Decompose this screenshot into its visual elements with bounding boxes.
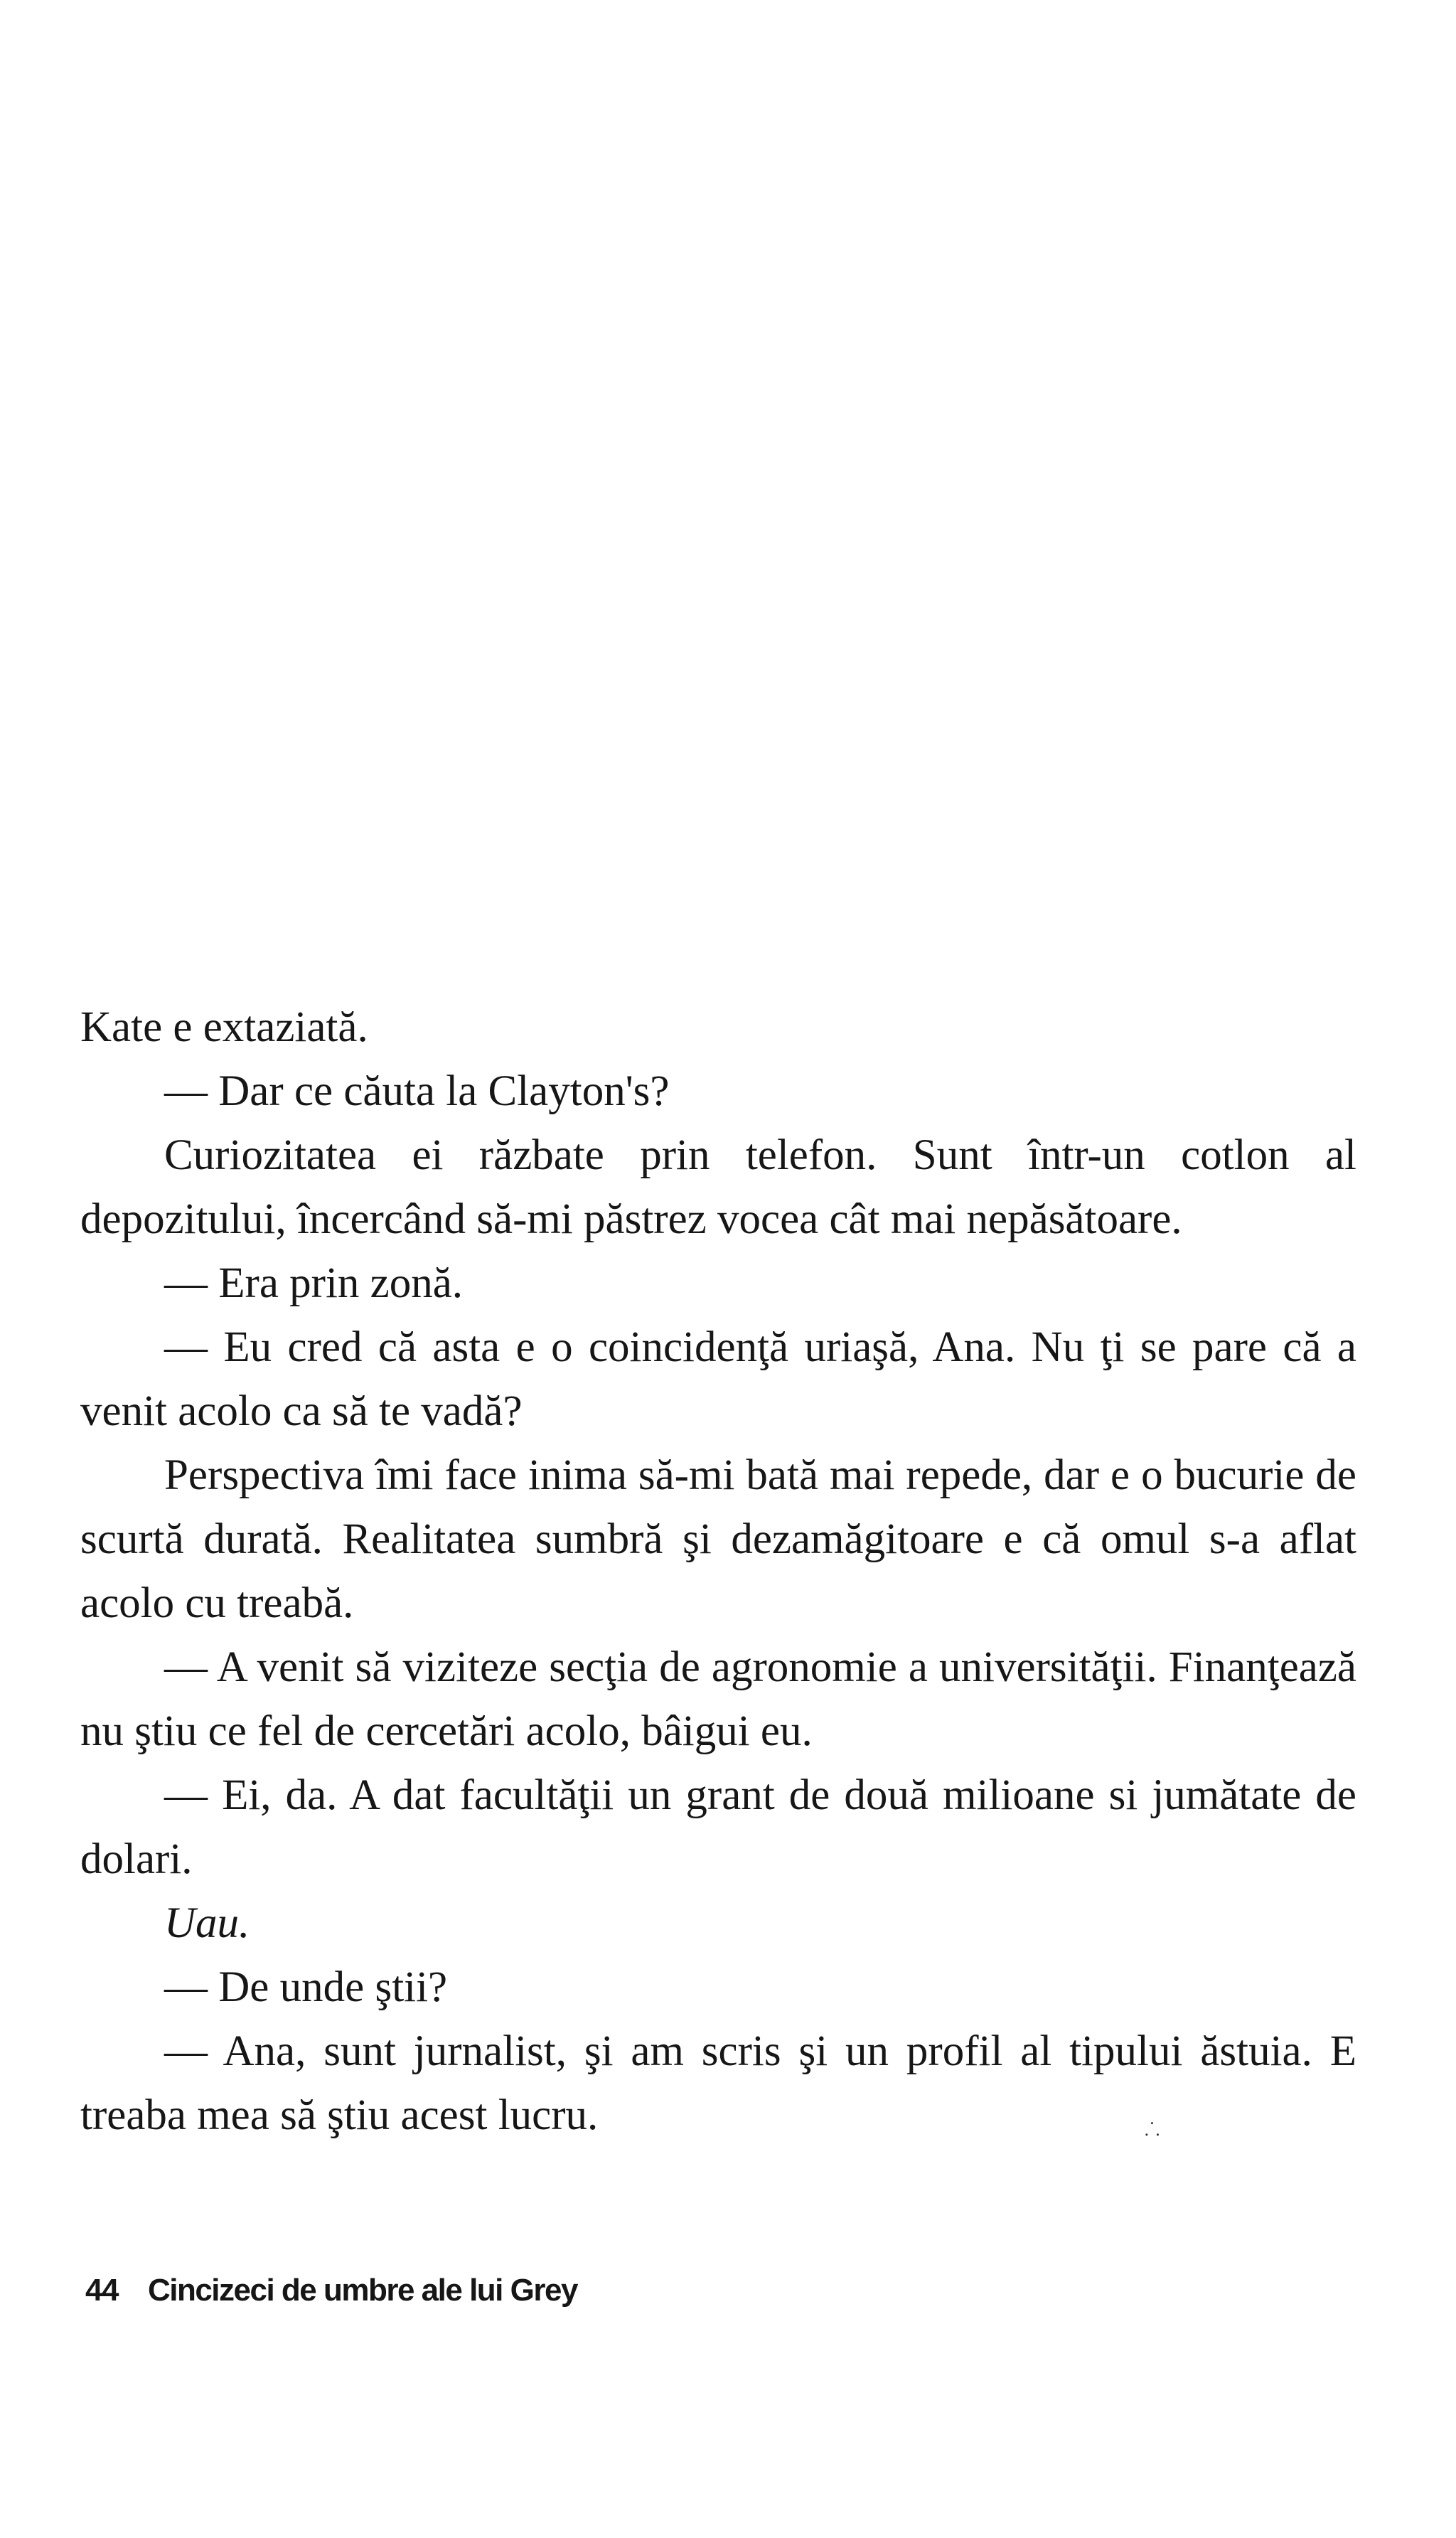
paragraph: — Ei, da. A dat facultăţii un grant de două milioane si jumătate de dolari. — [80, 1771, 1356, 1883]
paragraph: Perspectiva îmi face inima să-mi bată mai repede, dar e o bucurie de scurtă durată. Realitatea sumbră şi dezamăgitoare e că omul s-a aflat acolo cu treabă. — [80, 1451, 1356, 1627]
body-text — [80, 996, 1356, 2148]
paragraph: — Dar ce căuta la Clayton's? — [164, 1067, 670, 1115]
paragraph: Kate e extaziată. — [80, 1003, 368, 1051]
paragraph: — Era prin zonă. — [164, 1259, 464, 1307]
print-speck: ⸫ — [1145, 2119, 1160, 2140]
paragraph-italic: Uau. — [164, 1899, 250, 1947]
paragraph: Curiozitatea ei răzbate prin telefon. Sunt într-un cotlon al depozitului, încercând să-mi păstrez vocea cât mai nepăsătoare. — [80, 1131, 1356, 1243]
paragraph: — Ana, sunt jurnalist, şi am scris şi un profil al tipului ăstuia. E treaba mea să ştiu acest lucru. — [80, 2027, 1356, 2139]
paragraph: — De unde ştii? — [164, 1963, 448, 2011]
page-footer — [85, 2273, 577, 2308]
running-title: Cincizeci de umbre ale lui Grey — [147, 2273, 577, 2308]
paragraph: — A venit să viziteze secţia de agronomie a universităţii. Finanţează nu ştiu ce fel de cercetări acolo, bâigui eu. — [80, 1643, 1356, 1755]
page-number: 44 — [85, 2273, 118, 2308]
paragraph: — Eu cred că asta e o coincidenţă uriaşă, Ana. Nu ţi se pare că a venit acolo ca să te vadă? — [80, 1323, 1356, 1435]
